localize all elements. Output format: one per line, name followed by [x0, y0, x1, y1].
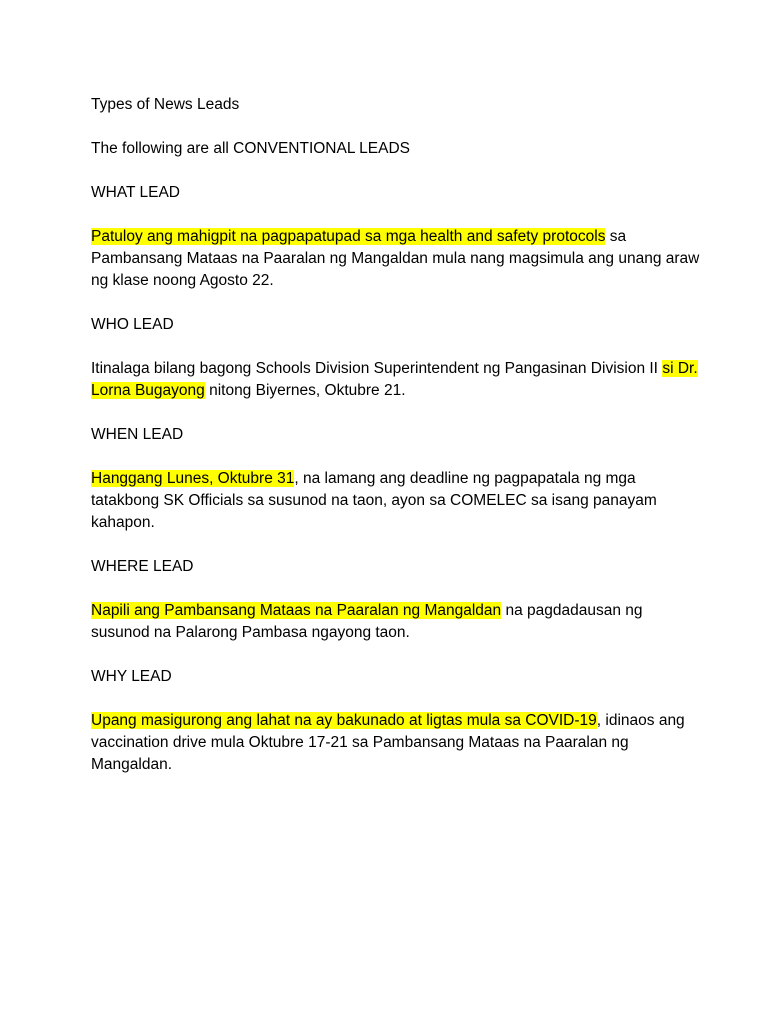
what-lead-paragraph	[91, 226, 701, 292]
why-lead-paragraph	[91, 710, 701, 776]
when-lead-paragraph	[91, 468, 701, 534]
who-lead-paragraph	[91, 358, 701, 402]
who-lead-heading: WHO LEAD	[91, 316, 174, 333]
what-lead-after: sa Pambansang Mataas na Paaralan ng Mangaldan mula nang magsimula ang unang araw ng klase noong Agosto 22.	[91, 228, 700, 289]
when-lead-heading: WHEN LEAD	[91, 426, 184, 443]
document-title: Types of News Leads	[91, 96, 240, 113]
where-lead-heading: WHERE LEAD	[91, 558, 194, 575]
where-lead-after: na pagdadausan ng susunod na Palarong Pambasa ngayong taon.	[91, 602, 643, 641]
who-lead-before: Itinalaga bilang bagong Schools Division Superintendent ng Pangasinan Division II	[91, 360, 663, 377]
who-lead-after: nitong Biyernes, Oktubre 21.	[204, 382, 406, 399]
where-lead-paragraph	[91, 600, 701, 644]
what-lead-heading: WHAT LEAD	[91, 184, 180, 201]
document-intro: The following are all CONVENTIONAL LEADS	[91, 140, 411, 157]
document-body	[91, 94, 701, 798]
what-lead-highlight: Patuloy ang mahigpit na pagpapatupad sa mga health and safety protocols	[91, 228, 606, 245]
when-lead-after: , na lamang ang deadline ng pagpapatala ng mga tatakbong SK Officials sa susunod na taon, ayon sa COMELEC sa isang panayam kahapon.	[91, 470, 657, 531]
who-lead-highlight: si Dr. Lorna Bugayong	[91, 360, 698, 399]
when-lead-highlight: Hanggang Lunes, Oktubre 31	[91, 470, 295, 487]
why-lead-after: , idinaos ang vaccination drive mula Oktubre 17-21 sa Pambansang Mataas na Paaralan ng Mangaldan.	[91, 712, 685, 773]
where-lead-highlight: Napili ang Pambansang Mataas na Paaralan ng Mangaldan	[91, 602, 502, 619]
why-lead-heading: WHY LEAD	[91, 668, 172, 685]
why-lead-highlight: Upang masigurong ang lahat na ay bakunado at ligtas mula sa COVID-19	[91, 712, 597, 729]
